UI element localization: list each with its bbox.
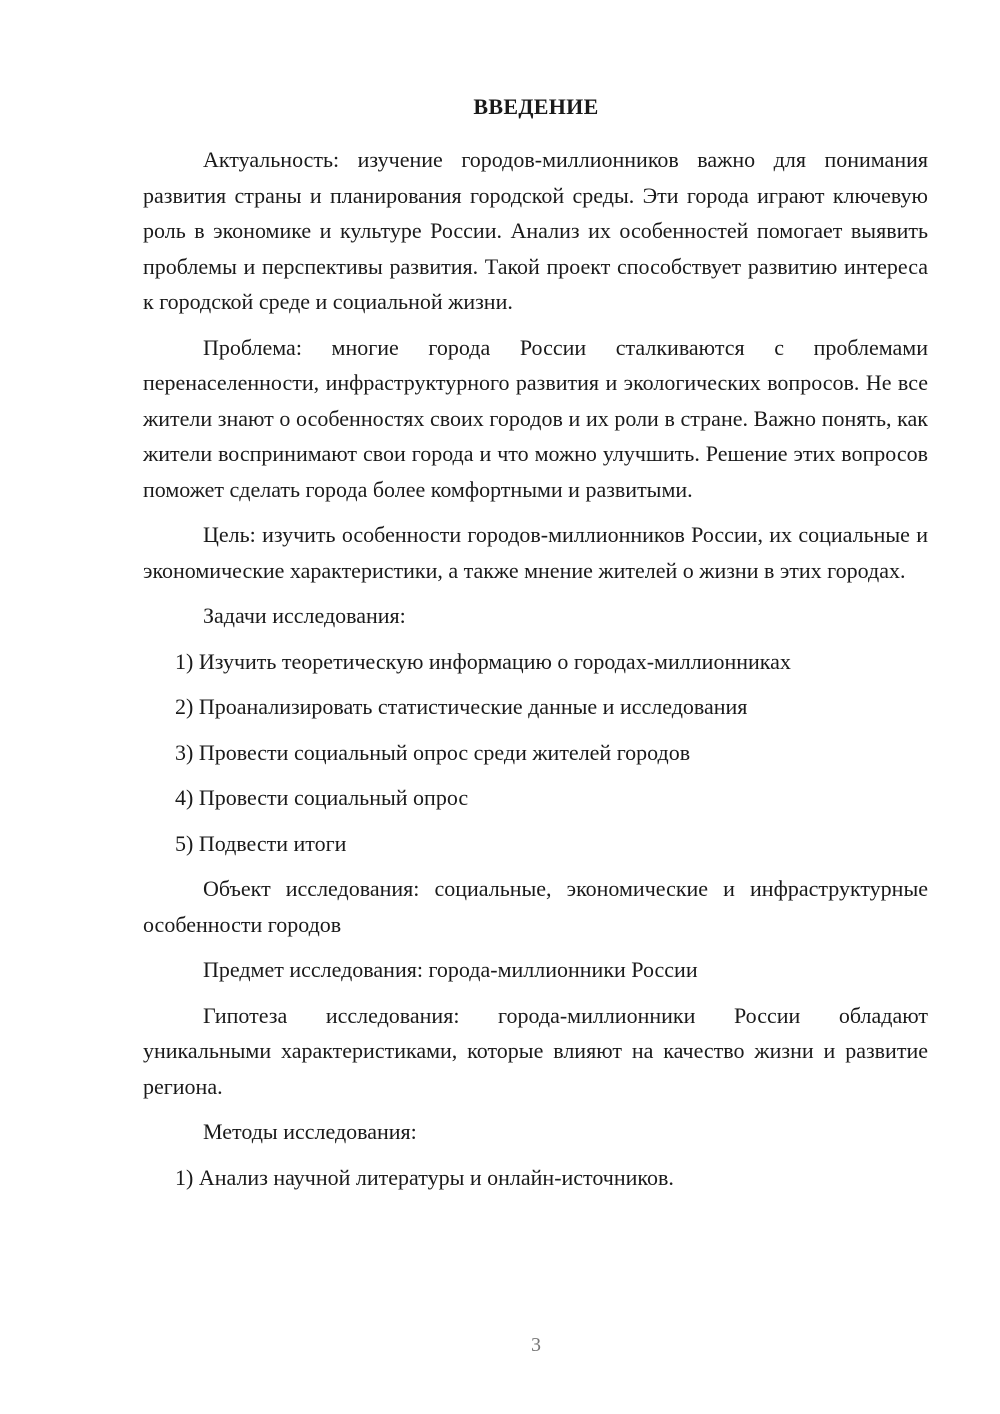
task-item-2: 2) Проанализировать статистические данные и исследования — [175, 694, 748, 719]
page-number: 3 — [531, 1334, 541, 1356]
task-item-3: 3) Провести социальный опрос среди жителей городов — [175, 739, 691, 765]
paragraph-object: Объект исследования: социальные, экономические и инфраструктурные особенности городов — [143, 876, 928, 937]
task-item-4: 4) Провести социальный опрос — [175, 785, 469, 810]
paragraph-goal: Цель: изучить особенности городов-миллионников России, их социальные и экономические характеристики, а также мнение жителей о жизни в этих городах. — [143, 522, 928, 583]
paragraph-subject: Предмет исследования: города-миллионники России — [203, 957, 698, 982]
method-item-1: 1) Анализ научной литературы и онлайн-источников. — [175, 1164, 674, 1190]
tasks-heading: Задачи исследования: — [203, 603, 406, 628]
task-item-1: 1) Изучить теоретическую информацию о городах-миллионниках — [175, 648, 791, 674]
paragraph-problem: Проблема: многие города России сталкиваются с проблемами перенаселенности, инфраструктурного развития и экологических вопросов. Не все жители знают о особенностях своих городов и их роли в стране. Важно понять, как жители воспринимают свои города и что можно улучшить. Решение этих вопросов поможет сделать города более комфортными и развитыми. — [143, 334, 928, 502]
paragraph-hypothesis: Гипотеза исследования: города-миллионники России обладают уникальными характеристиками, которые влияют на качество жизни и развитие региона. — [143, 1002, 928, 1099]
document-body — [143, 142, 928, 1205]
paragraph-relevance: Актуальность: изучение городов-миллионников важно для понимания развития страны и планирования городской среды. Эти города играют ключевую роль в экономике и культуре России. Анализ их особенностей помогает выявить проблемы и перспективы развития. Такой проект способствует развитию интереса к городской среде и социальной жизни. — [143, 147, 928, 314]
task-item-5: 5) Подвести итоги — [175, 830, 347, 856]
page-title: ВВЕДЕНИЕ — [473, 94, 599, 119]
methods-heading: Методы исследования: — [203, 1119, 417, 1144]
